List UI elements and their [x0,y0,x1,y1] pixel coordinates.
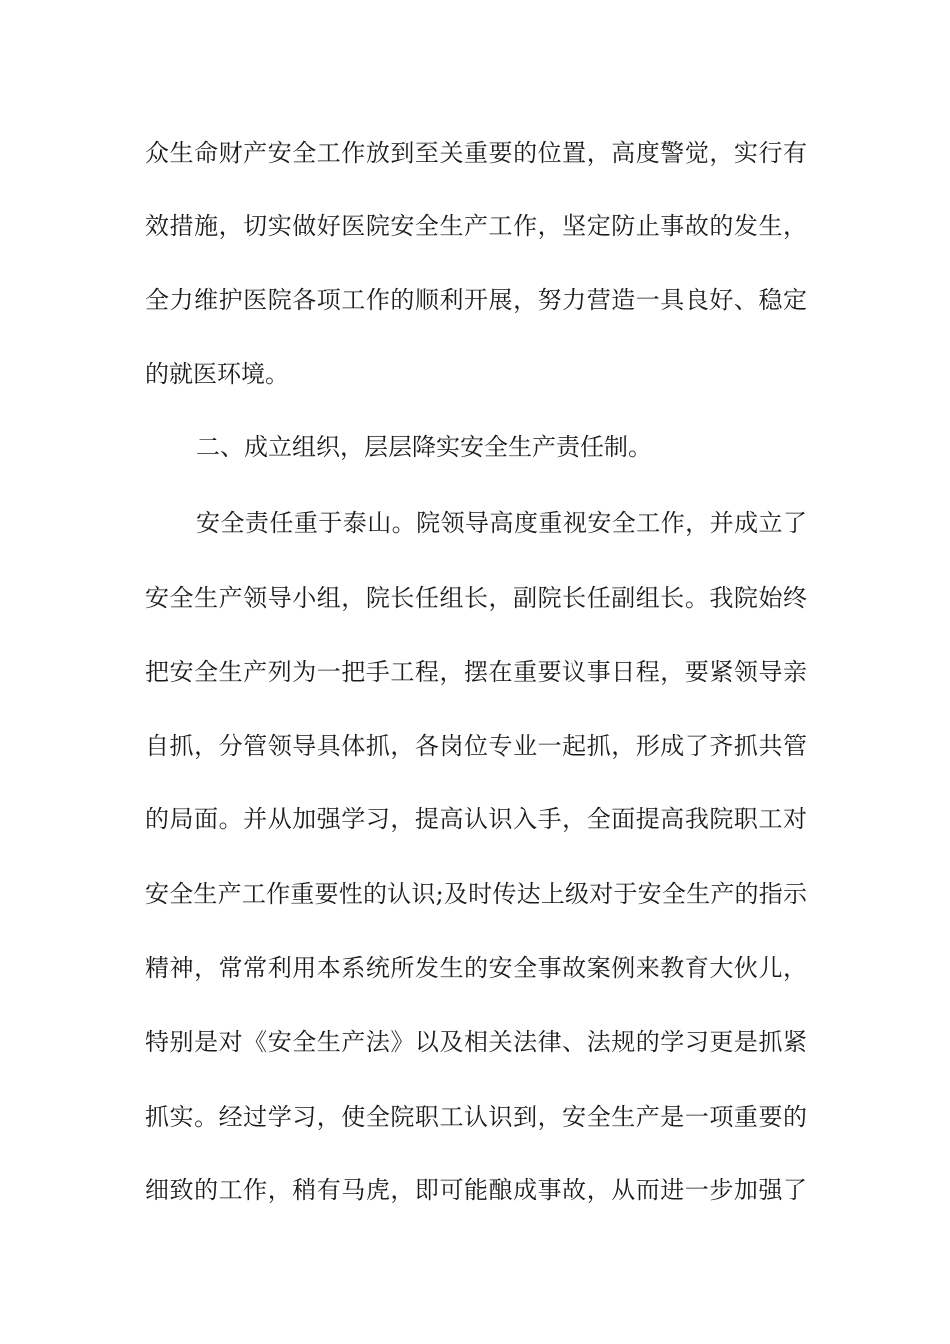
paragraph-line: 抓实。经过学习，使全院职工认识到，安全生产是一项重要的 [145,1103,807,1131]
paragraph-line: 自抓，分管领导具体抓，各岗位专业一起抓，形成了齐抓共管 [145,732,807,760]
section-heading: 二、成立组织，层层降实安全生产责任制。 [196,433,652,461]
paragraph-line: 特别是对《安全生产法》以及相关法律、法规的学习更是抓紧 [145,1028,807,1056]
paragraph-line: 把安全生产列为一把手工程，摆在重要议事日程，要紧领导亲 [145,658,807,686]
paragraph-line: 安全生产工作重要性的认识;及时传达上级对于安全生产的指示 [145,880,807,908]
paragraph-line: 精神，常常利用本系统所发生的安全事故案例来教育大伙儿， [145,954,807,982]
paragraph-line: 众生命财产安全工作放到至关重要的位置，高度警觉，实行有 [145,139,807,167]
paragraph-line: 的就医环境。 [145,360,289,388]
paragraph-line: 的局面。并从加强学习，提高认识入手，全面提高我院职工对 [145,805,807,833]
paragraph-line: 细致的工作，稍有马虎，即可能酿成事故，从而进一步加强了 [145,1176,807,1204]
paragraph-line: 效措施，切实做好医院安全生产工作，坚定防止事故的发生， [145,212,807,240]
paragraph-line: 全力维护医院各项工作的顺利开展，努力营造一具良好、稳定 [145,286,807,314]
paragraph-line: 安全责任重于泰山。院领导高度重视安全工作，并成立了 [196,509,807,537]
paragraph-line: 安全生产领导小组，院长任组长，副院长任副组长。我院始终 [145,584,807,612]
